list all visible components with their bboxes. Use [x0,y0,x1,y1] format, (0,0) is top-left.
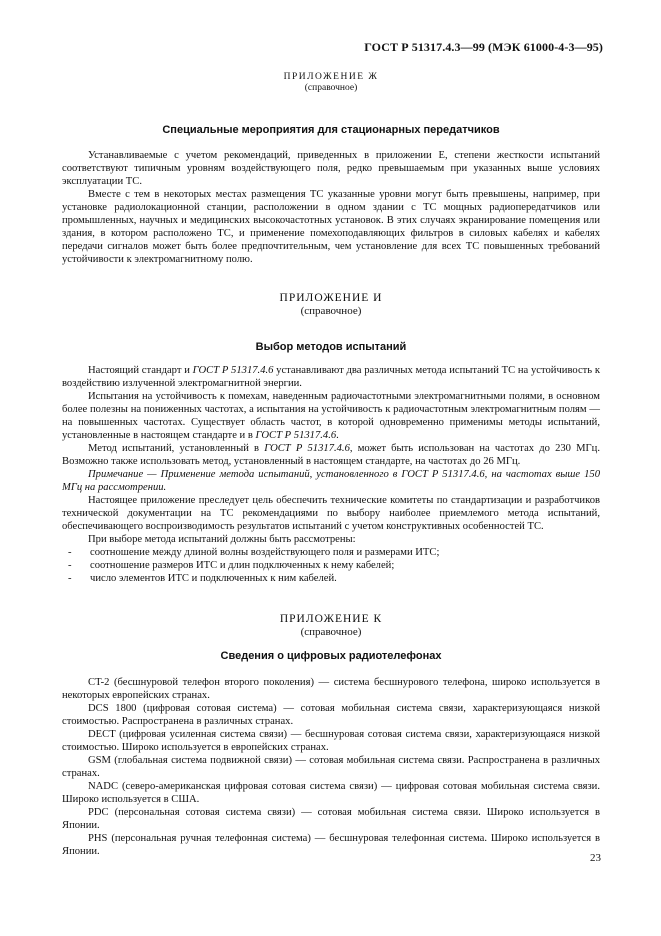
appendix-i-title: ПРИЛОЖЕНИЕ И [279,292,383,304]
appendix-k-title: ПРИЛОЖЕНИЕ К [279,613,383,625]
radiotelephone-entry: NADC (северо-американская цифровая сотовая система связи) — цифровая сотовая мобильная система связи. Широко используется в США. [62,781,600,805]
radiotelephone-entry: PDC (персональная сотовая система связи) — сотовая мобильная система связи. Широко используется в Японии. [62,807,600,831]
radiotelephone-entry: PHS (персональная ручная телефонная система) — бесшнуровая телефонная система. Широко используется в Японии. [62,833,600,857]
appendix-k-subtitle: (справочное) [300,626,362,638]
appendix-i-paragraph: Метод испытаний, установленный в ГОСТ Р 51317.4.6, может быть использован на частотах до 230 МГц. Возможно также использовать метод, установленный в настоящем стандарте, на частотах до 26 МГц. [62,443,601,467]
list-item: - соотношение размеров ИТС и длин подключенных к нему кабелей; [68,560,395,571]
radiotelephone-entry: GSM (глобальная система подвижной связи) — сотовая мобильная система связи. Распространена в различных странах. [62,755,600,779]
appendix-zh-title: ПРИЛОЖЕНИЕ Ж [283,72,379,82]
appendix-zh-paragraph: Вместе с тем в некоторых местах размещения ТС указанные уровни могут быть превышены, например, при установке радиолокационной станции, расположении в одном здании с ТС мощных радиопередатчиков или промышленных, научных и медицинских высокочастотных установок. В этих случаях экранирование помещения или здания, в котором расположено ТС, и применение помехоподавляющих фильтров в силовых кабелях и кабелях передачи сигналов может быть более предпочтительным, чем установление для всех ТС повышенных требований устойчивости к электромагнитному полю. [62,189,600,265]
document-header: ГОСТ Р 51317.4.3—99 (МЭК 61000-4-3—95) [364,40,603,54]
list-item: - соотношение между длиной волны воздействующего поля и размерами ИТС; [68,547,440,558]
appendix-i-paragraph: Настоящий стандарт и ГОСТ Р 51317.4.6 устанавливают два различных метода испытаний ТС на устойчивость к воздействию излученной электромагнитной энергии. [62,365,600,389]
appendix-k [62,613,600,858]
radiotelephone-entry: DECT (цифровая усиленная система связи) — бесшнуровая сотовая система связи, характеризующаяся низкой стоимостью. Широко используется в европейских странах. [62,729,600,753]
page-number: 23 [590,852,601,864]
appendix-i-subtitle: (справочное) [300,305,362,317]
criteria-list [62,546,600,585]
standard-reference: ГОСТ Р 51317.4.6 [192,365,274,376]
appendix-k-heading: Сведения о цифровых радиотелефонах [220,650,442,662]
list-bullet: - [68,560,72,571]
radiotelephone-entry: DCS 1800 (цифровая сотовая система) — сотовая мобильная система связи, характеризующаяся низкой стоимостью. Распространена в различных странах. [62,703,600,727]
appendix-i [62,292,600,585]
standard-reference: ГОСТ Р 51317.4.6 [264,443,350,454]
appendix-zh-paragraph: Устанавливаемые с учетом рекомендаций, приведенных в приложении Е, степени жесткости испытаний соответствуют типичным уровням воздействующего поля, редко превышаемым при указанных выше условиях эксплуатации ТС. [62,150,600,187]
appendix-i-heading: Выбор методов испытаний [255,341,407,353]
radiotelephone-entry: CT-2 (бесшнуровой телефон второго поколения) — система бесшнурового телефона, широко используется в некоторых европейских странах. [62,677,600,701]
list-bullet: - [68,573,72,584]
list-bullet: - [68,547,72,558]
appendix-i-paragraph: Настоящее приложение преследует цель обеспечить технические комитеты по стандартизации и разработчиков технической документации на ТС рекомендациями по выбору наиболее приемлемого метода испытаний, обеспечивающего воспроизводимость результатов испытаний с учетом конструктивных особенностей ТС. [62,495,600,532]
appendix-i-paragraph: При выборе метода испытаний должны быть рассмотрены: [88,534,356,545]
list-item: - число элементов ИТС и подключенных к ним кабелей. [68,573,337,584]
appendix-i-paragraph: Испытания на устойчивость к помехам, наведенным радиочастотными электромагнитными полями, в основном более полезны на пониженных частотах, а испытания на устойчивость к радиочастотным электромагнитным полям — на повышенных частотах. Существует область частот, в которой одновременно применимы методы испытаний, установленные в настоящем стандарте и в ГОСТ Р 51317.4.6. [62,391,600,441]
appendix-zh-subtitle: (справочное) [304,83,358,93]
appendix-zh-heading: Специальные мероприятия для стационарных передатчиков [162,124,500,136]
standard-reference: ГОСТ Р 51317.4.6 [255,430,337,441]
appendix-zh [62,72,600,266]
appendix-i-note: Примечание — Применение метода испытаний, установленного в ГОСТ Р 51317.4.6, на частотах выше 150 МГц на рассмотрении. [62,469,600,493]
page-content [62,72,600,858]
